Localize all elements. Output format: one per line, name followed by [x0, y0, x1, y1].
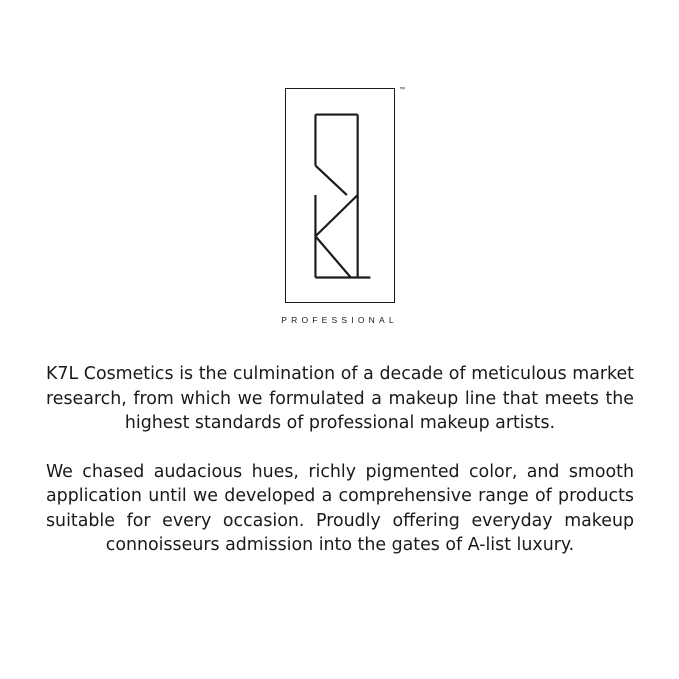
- logo-wordmark: PROFESSIONAL: [281, 315, 398, 325]
- logo-frame: [285, 87, 406, 303]
- brand-logo-block: [0, 88, 679, 325]
- brand-copy: [46, 362, 634, 558]
- trademark-icon: ™: [399, 87, 406, 93]
- paragraph-1: K7L Cosmetics is the culmination of a decade of meticulous market research, from which we formulated a makeup line that meets the highest standards of professional makeup artists.: [46, 364, 634, 433]
- k7l-monogram-icon: [286, 89, 394, 300]
- paragraph-2: We chased audacious hues, richly pigmented color, and smooth application until we developed a comprehensive range of products suitable for every occasion. Proudly offering everyday makeup connoisseurs admission into the gates of A-list luxury.: [46, 461, 634, 555]
